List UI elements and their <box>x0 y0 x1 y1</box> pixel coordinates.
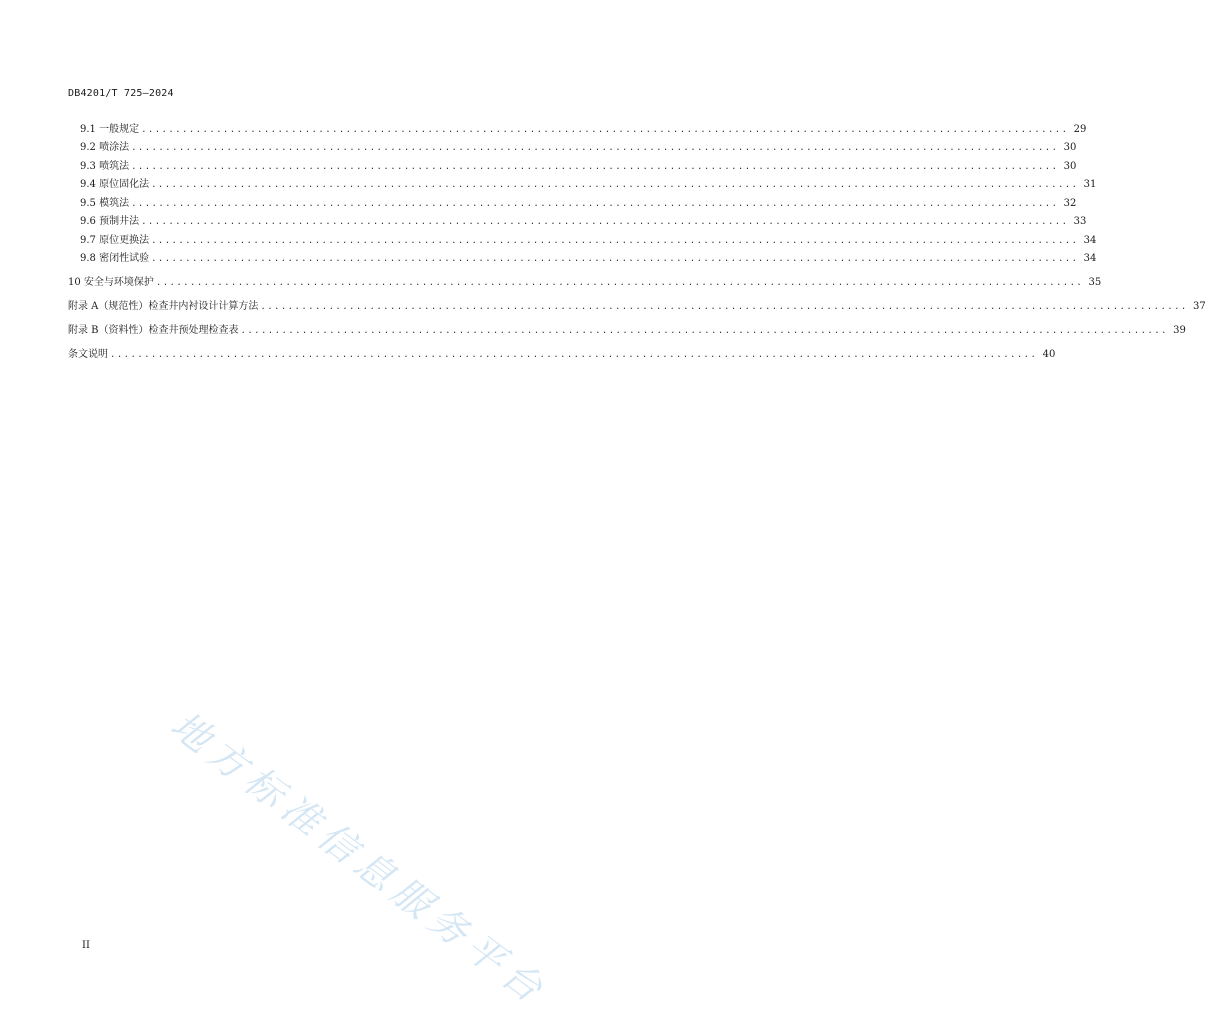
toc-item-title: 喷筑法 <box>99 160 130 172</box>
toc-item-title: 模筑法 <box>99 197 130 209</box>
toc-item-number: 9.1 <box>80 123 96 135</box>
toc-item-number: 9.2 <box>80 142 96 153</box>
toc-item-9-7[interactable] <box>68 228 1097 247</box>
toc-item-appendix-a[interactable] <box>68 289 1206 313</box>
toc-item-number: 9.5 <box>80 197 96 209</box>
table-of-contents <box>68 117 1206 361</box>
toc-item-appendix-b[interactable] <box>68 313 1186 337</box>
toc-dot-leader: ........................................................................................................................................ <box>240 326 1168 336</box>
watermark: 地方标准信息服务平台 <box>162 702 557 1015</box>
toc-item-page: 39 <box>1173 325 1186 336</box>
toc-item-title: 附录 B（资料性）检查井预处理检查表 <box>68 325 239 336</box>
toc-item-page: 30 <box>1063 160 1077 172</box>
toc-item-page: 33 <box>1073 216 1087 227</box>
toc-item-number: 9.4 <box>80 179 96 190</box>
toc-item-explanation[interactable] <box>68 337 1056 361</box>
toc-item-9-4[interactable] <box>68 173 1097 192</box>
toc-item-title: 一般规定 <box>99 123 140 135</box>
toc-item-page: 31 <box>1083 179 1097 190</box>
toc-item-title: 10 安全与环境保护 <box>68 277 154 288</box>
toc-item-9-6[interactable] <box>68 210 1087 229</box>
toc-dot-leader: ........................................................................................................................................ <box>141 124 1069 135</box>
toc-dot-leader: ........................................................................................................................................ <box>131 161 1059 172</box>
toc-item-title: 密闭性试验 <box>99 253 150 264</box>
toc-item-page: 37 <box>1192 301 1206 312</box>
toc-item-9-5[interactable] <box>68 191 1077 210</box>
toc-item-9-1[interactable] <box>68 117 1087 136</box>
toc-item-page: 40 <box>1042 349 1056 360</box>
toc-item-page: 34 <box>1083 253 1097 264</box>
toc-dot-leader: ........................................................................................................................................ <box>141 217 1069 227</box>
toc-dot-leader: ........................................................................................................................................ <box>155 278 1084 288</box>
toc-item-title: 原位更换法 <box>99 234 150 246</box>
toc-item-page: 30 <box>1063 142 1077 153</box>
toc-item-title: 预制井法 <box>99 216 140 227</box>
toc-item-page: 29 <box>1073 123 1087 135</box>
toc-dot-leader: ........................................................................................................................................ <box>131 198 1059 209</box>
toc-item-title: 原位固化法 <box>99 179 150 190</box>
document-code: DB4201/T 725—2024 <box>68 88 174 99</box>
toc-item-page: 35 <box>1088 277 1102 288</box>
toc-item-9-3[interactable] <box>68 154 1077 173</box>
page-number: II <box>82 940 90 951</box>
toc-dot-leader: ........................................................................................................................................ <box>110 350 1038 360</box>
toc-item-number: 9.6 <box>80 216 96 227</box>
toc-dot-leader: ........................................................................................................................................ <box>151 235 1079 246</box>
toc-item-chapter-10[interactable] <box>68 265 1102 289</box>
toc-item-9-8[interactable] <box>68 247 1097 266</box>
toc-dot-leader: ........................................................................................................................................ <box>151 180 1079 190</box>
toc-item-title: 喷涂法 <box>99 142 130 153</box>
toc-item-page: 34 <box>1083 234 1097 246</box>
toc-item-9-2[interactable] <box>68 136 1077 155</box>
toc-item-number: 9.7 <box>80 234 96 246</box>
toc-item-title: 附录 A（规范性）检查井内衬设计计算方法 <box>68 301 259 312</box>
toc-dot-leader: ........................................................................................................................................ <box>151 254 1079 264</box>
toc-item-number: 9.3 <box>80 160 96 172</box>
toc-item-title: 条文说明 <box>68 349 108 360</box>
toc-dot-leader: ........................................................................................................................................ <box>131 143 1059 153</box>
toc-item-number: 9.8 <box>80 253 96 264</box>
toc-dot-leader: ........................................................................................................................................ <box>260 302 1188 312</box>
toc-item-page: 32 <box>1063 197 1077 209</box>
